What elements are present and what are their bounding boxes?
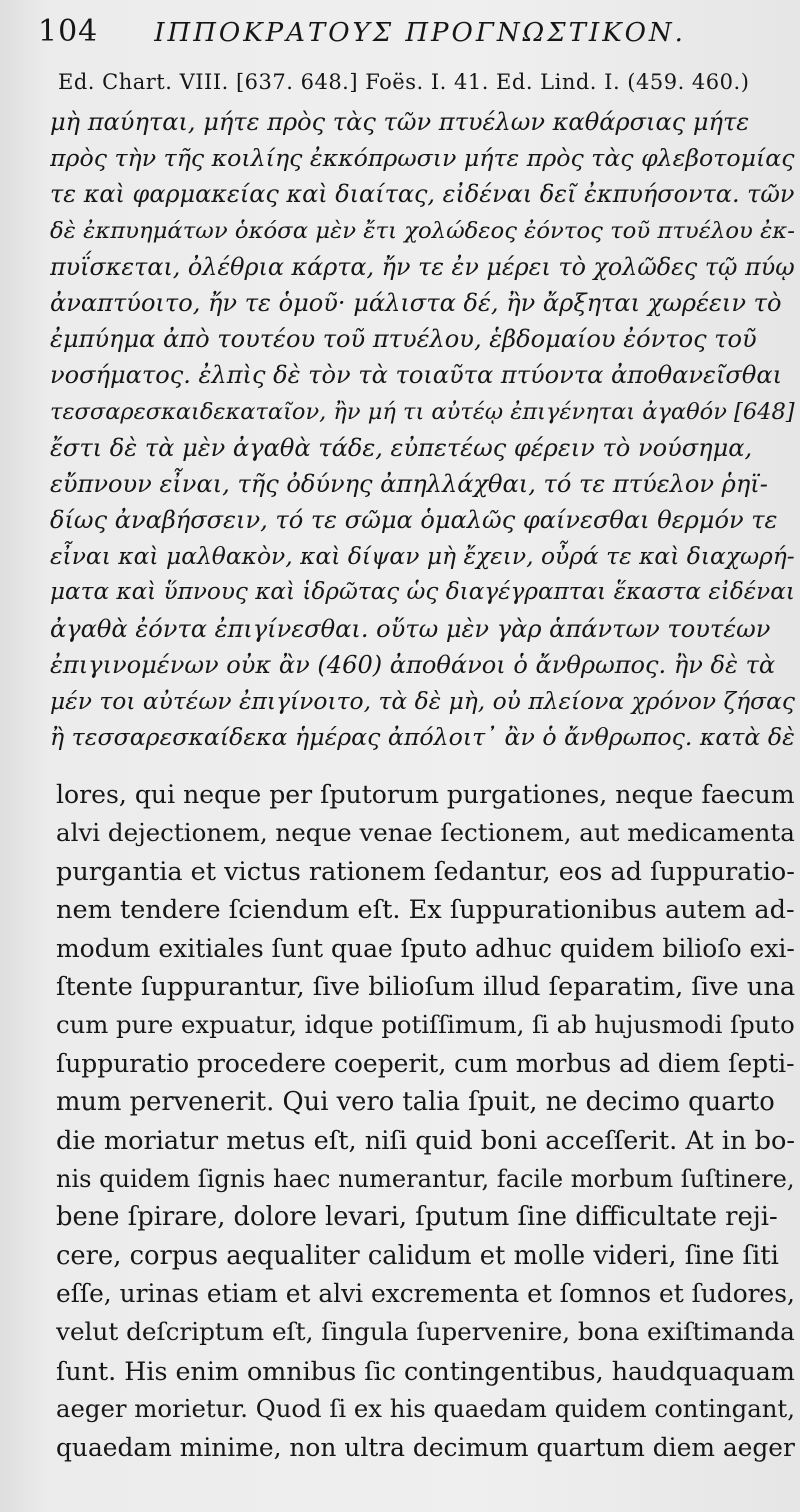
greek-line: ματα καὶ ὕπνους καὶ ἱδρῶτας ὡς διαγέγραπται ἕκαστα εἰδέναι: [50, 579, 795, 606]
latin-line: lores, qui neque per ſputorum purgationes, neque faecum: [56, 780, 795, 809]
greek-line: εἶναι καὶ μαλθακὸν, καὶ δίψαν μὴ ἔχειν, οὖρά τε καὶ διαχωρή-: [50, 542, 795, 571]
latin-line: mum pervenerit. Qui vero talia ſpuit, ne decimo quarto: [56, 1087, 775, 1118]
latin-line: ſtente ſuppurantur, ſive bilioſum illud ſeparatim, ſive una: [56, 971, 795, 1002]
latin-text-block: [56, 776, 795, 1467]
page-number: 104: [38, 14, 99, 49]
greek-line: δίως ἀναβήσσειν, τό τε σῶμα ὁμαλῶς φαίνεσθαι θερμόν τε: [50, 506, 778, 535]
greek-line: τε καὶ φαρμακείας καὶ διαίτας, εἰδέναι δεῖ ἐκπυήσοντα. τῶν: [50, 180, 795, 209]
greek-line: εὔπνουν εἶναι, τῆς ὀδύνης ἀπηλλάχθαι, τό τε πτύελον ῥηϊ-: [50, 469, 768, 498]
latin-line: cum pure expuatur, idque potiſſimum, ſi ab hujusmodi ſputo: [56, 1010, 795, 1040]
greek-line: μὴ παύηται, μήτε πρὸς τὰς τῶν πτυέλων καθάρσιας μήτε: [50, 108, 750, 136]
edition-reference-line: Ed. Chart. VIII. [637. 648.] Foës. I. 41. Ed. Lind. I. (459. 460.): [58, 70, 750, 94]
latin-line: aeger morietur. Quod ſi ex his quaedam quidem contingant,: [56, 1394, 795, 1424]
greek-line: ἢ τεσσαρεσκαίδεκα ἡμέρας ἀπόλοιτ᾽ ἂν ὁ ἄνθρωπος. κατὰ δὲ: [50, 723, 795, 752]
latin-line: ſuppuratio procedere coeperit, cum morbus ad diem ſepti-: [56, 1048, 795, 1078]
latin-line: nem tendere ſciendum eſt. Ex ſuppurationibus autem ad-: [56, 895, 795, 926]
latin-line: ſunt. His enim omnibus ſic contingentibus, haudquaquam: [56, 1355, 795, 1386]
latin-line: purgantia et victus rationem ſedantur, eos ad ſuppuratio-: [56, 856, 795, 887]
greek-line: πρὸς τὴν τῆς κοιλίης ἐκκόπρωσιν μήτε πρὸς τὰς φλεβοτομίας: [50, 144, 795, 173]
latin-line: cere, corpus aequaliter calidum et molle videri, ſine ſiti: [56, 1240, 779, 1271]
greek-text-block: [50, 104, 795, 755]
latin-line: eſſe, urinas etiam et alvi excrementa et ſomnos et ſudores,: [56, 1279, 795, 1309]
latin-line: alvi dejectionem, neque venae ſectionem, aut medicamenta: [56, 818, 795, 848]
running-head: [38, 14, 780, 64]
greek-line: ἔστι δὲ τὰ μὲν ἀγαθὰ τάδε, εὐπετέως φέρειν τὸ νούσημα,: [50, 433, 753, 462]
greek-line: ἀναπτύοιτο, ἤν τε ὁμοῦ· μάλιστα δέ, ἢν ἄρξηται χωρέειν τὸ: [50, 288, 782, 317]
latin-line: nis quidem ſignis haec numerantur, facile morbum ſuſtinere,: [56, 1164, 795, 1193]
latin-line: die moriatur metus eſt, niſi quid boni acceſſerit. At in bo-: [56, 1125, 795, 1156]
greek-line: ἀγαθὰ ἐόντα ἐπιγίνεσθαι. οὕτω μὲν γὰρ ἁπάντων τουτέων: [50, 614, 771, 643]
greek-line: ἐπιγινομένων οὐκ ἂν (460) ἀποθάνοι ὁ ἄνθρωπος. ἢν δὲ τὰ: [50, 650, 776, 679]
latin-line: velut deſcriptum eſt, ſingula ſupervenire, bona exiſtimanda: [56, 1317, 795, 1347]
running-title: ΙΠΠΟΚΡΑΤΟΥΣ ΠΡΟΓΝΩΣΤΙΚΟΝ.: [154, 18, 686, 48]
greek-line: δὲ ἐκπυημάτων ὁκόσα μὲν ἔτι χολώδεος ἐόντος τοῦ πτυέλου ἐκ-: [50, 217, 795, 244]
greek-line: ἐμπύημα ἀπὸ τουτέου τοῦ πτυέλου, ἑβδομαίου ἐόντος τοῦ: [50, 325, 757, 354]
greek-line: τεσσαρεσκαιδεκαταῖον, ἢν μή τι αὐτέῳ ἐπιγένηται ἀγαθόν [648]: [50, 398, 795, 425]
latin-line: bene ſpirare, dolore levari, ſputum ſine difficultate reji-: [56, 1202, 778, 1233]
greek-line: μέν τοι αὐτέων ἐπιγίνοιτο, τὰ δὲ μὴ, οὐ πλείονα χρόνον ζήσας: [50, 687, 795, 715]
greek-line: νοσήματος. ἐλπὶς δὲ τὸν τὰ τοιαῦτα πτύοντα ἀποθανεῖσθαι: [50, 361, 783, 390]
greek-line: πυΐσκεται, ὀλέθρια κάρτα, ἤν τε ἐν μέρει τὸ χολῶδες τῷ πύῳ: [50, 252, 795, 281]
latin-line: modum exitiales ſunt quae ſputo adhuc quidem bilioſo exi-: [56, 933, 795, 963]
latin-line: quaedam minime, non ultra decimum quartum diem aeger: [56, 1432, 795, 1462]
